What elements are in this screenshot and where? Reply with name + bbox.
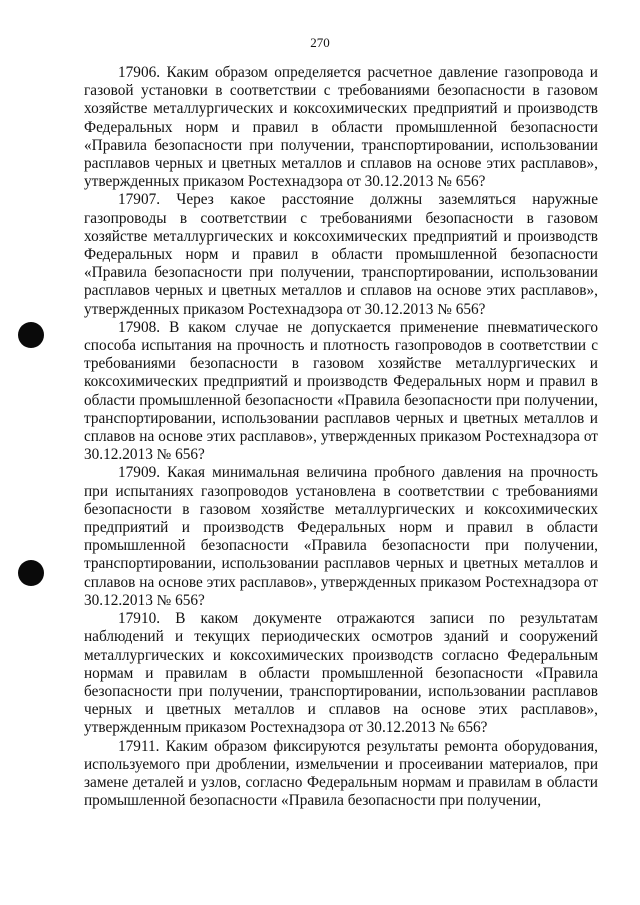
question-17908: 17908. В каком случае не допускается применение пневматического способа испытания на прочность и плотность газопроводов в соответствии с требованиями безопасности в газовом хозяйстве металлургических и коксохимических предприятий и производств Федеральных норм и правил в области промышленной безопасности «Правила безопасности при получении, транспортировании, использовании расплавов черных и цветных металлов и сплавов на основе этих расплавов», утвержденных приказом Ростехнадзора от 30.12.2013 № 656? xyxy=(84,318,598,464)
question-17906: 17906. Каким образом определяется расчетное давление газопровода и газовой установки в соответствии с требованиями безопасности в газовом хозяйстве металлургических и коксохимических предприятий и производств Федеральных норм и правил в области промышленной безопасности «Правила безопасности при получении, транспортировании, использовании расплавов черных и цветных металлов и сплавов на основе этих расплавов», утвержденных приказом Ростехнадзора от 30.12.2013 № 656? xyxy=(84,64,598,191)
question-17911: 17911. Каким образом фиксируются результаты ремонта оборудования, используемого при дроблении, измельчении и просеивании материалов, при замене деталей и узлов, согласно Федеральным нормам и правилам в области промышленной безопасности «Правила безопасности при получении, xyxy=(84,737,598,810)
punch-hole-mark xyxy=(18,322,44,348)
question-17909: 17909. Какая минимальная величина пробного давления на прочность при испытаниях газопроводов установлена в соответствии с требованиями безопасности в газовом хозяйстве металлургических и коксохимических предприятий и производств Федеральных норм и правил в области промышленной безопасности «Правила безопасности при получении, транспортировании, использовании расплавов черных и цветных металлов и сплавов на основе этих расплавов», утвержденных приказом Ростехнадзора от 30.12.2013 № 656? xyxy=(84,464,598,609)
question-17907: 17907. Через какое расстояние должны заземляться наружные газопроводы в соответствии с требованиями безопасности в газовом хозяйстве металлургических и коксохимических предприятий и производств Федеральных норм и правил в области промышленной безопасности «Правила безопасности при получении, транспортировании, использовании расплавов черных и цветных металлов и сплавов на основе этих расплавов», утвержденных приказом Ростехнадзора от 30.12.2013 № 656? xyxy=(84,191,598,318)
question-17910: 17910. В каком документе отражаются записи по результатам наблюдений и текущих периодических осмотров зданий и сооружений металлургических и коксохимических производств согласно Федеральным нормам и правилам в области промышленной безопасности «Правила безопасности при получении, транспортировании, использовании расплавов черных и цветных металлов и сплавов на основе этих расплавов», утвержденным приказом Ростехнадзора от 30.12.2013 № 656? xyxy=(84,610,598,737)
punch-hole-mark xyxy=(18,560,44,586)
document-body xyxy=(84,64,598,810)
page-number: 270 xyxy=(310,35,330,50)
